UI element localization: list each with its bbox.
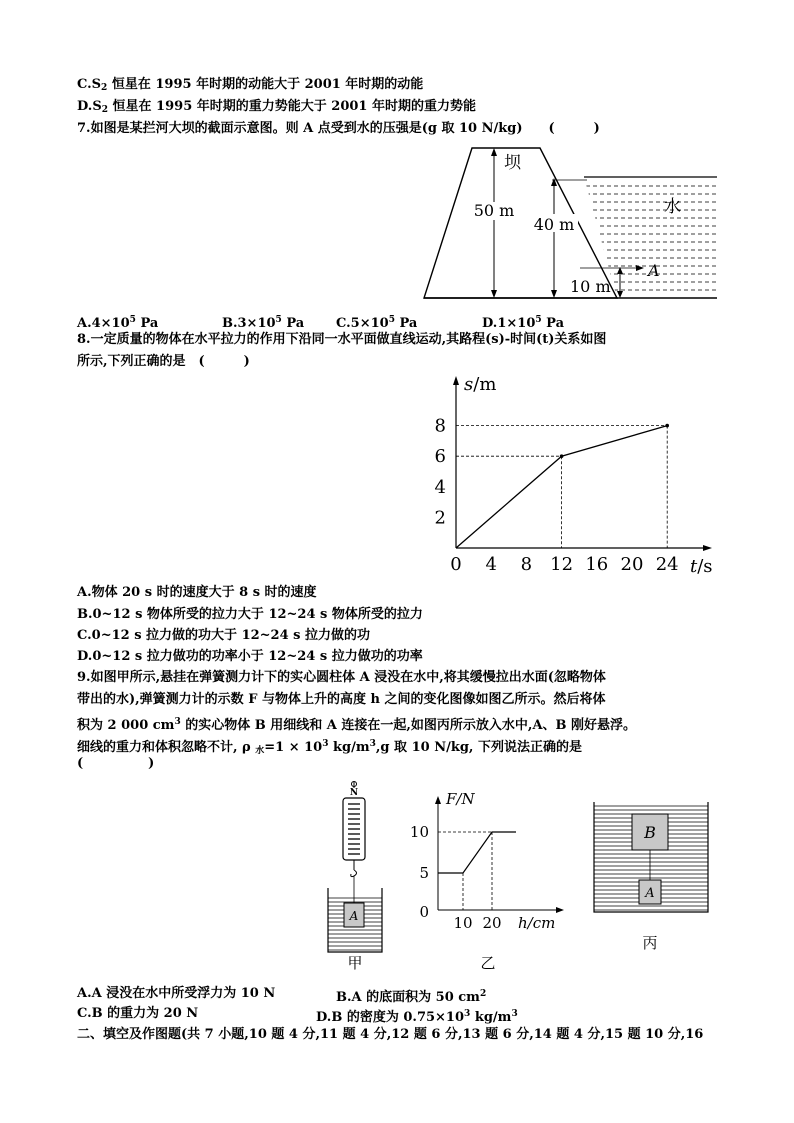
y-tick-label: 8 — [434, 415, 446, 437]
q7-point-a: A — [648, 261, 660, 280]
q9-bing-caption: 丙 — [642, 934, 658, 952]
x-tick-label: 24 — [655, 554, 679, 575]
q9-jia-caption: 甲 — [347, 954, 363, 972]
q9-bing-block-a: A — [645, 886, 655, 901]
q9-yi-ytick-10: 10 — [410, 823, 429, 841]
series-point — [560, 454, 564, 458]
x-tick-label: 0 — [450, 554, 462, 575]
q8-option-d: D.0~12 s 拉力做功的功率小于 12~24 s 拉力做功的功率 — [77, 649, 423, 664]
y-tick-label: 2 — [434, 507, 446, 529]
q9-stem-5: ( ) — [77, 756, 155, 771]
q9-stem-3: 积为 2 000 $cm^3$ 的实心物体 B 用细线和 A 连接在一起,如图丙所示放入水中,A、B 刚好悬浮。 — [77, 717, 637, 733]
q7-label-water: 水 — [664, 197, 681, 217]
q8-stem-2: 所示,下列正确的是 ( ) — [77, 354, 250, 369]
q8-st-chart — [420, 372, 730, 582]
q7-option-b: $B.3\times 10^5$ Pa — [222, 315, 305, 331]
q7-dam-figure — [412, 140, 732, 302]
y-tick-label: 6 — [434, 446, 446, 468]
q7-label-50m: 50 m — [473, 201, 515, 220]
x-axis-arrow — [703, 545, 712, 551]
q7-label-10m: 10 m — [570, 277, 611, 296]
x-axis-label: t/s — [690, 556, 713, 577]
q9-stem-4: 细线的重力和体积忽略不计, ρ $_水=1 \times 10^3$ $kg/m^3,g$ 取 10 N/kg, 下列说法正确的是 — [77, 739, 582, 756]
section-2-heading: 二、填空及作图题(共 7 小题,10 题 4 分,11 题 4 分,12 题 6 分,13 题 6 分,14 题 4 分,15 题 10 分,16 — [77, 1027, 704, 1042]
q6-option-c: $C.S_2$ 恒星在 1995 年时期的动能大于 2001 年时期的动能 — [77, 77, 424, 93]
q9-option-d: D.B 的密度为 $0.75\times 10^3$ $kg/m^3$ — [316, 1009, 518, 1025]
q8-stem-1: 8.一定质量的物体在水平拉力的作用下沿同一水平面做直线运动,其路程(s)-时间(t)关系如图 — [77, 332, 607, 347]
q9-stem-1: 9.如图甲所示,悬挂在弹簧测力计下的实心圆柱体 A 浸没在水中,将其缓慢拉出水面(忽略物体 — [77, 670, 606, 685]
y-axis-label: s/m — [464, 374, 497, 395]
q9-yi-xtick-20: 20 — [482, 914, 502, 932]
q9-option-b: B.A 的底面积为 50 $cm^2$ — [336, 989, 487, 1005]
q9-figure-jia — [320, 780, 390, 975]
x-tick-label: 16 — [585, 554, 609, 575]
series-point — [665, 424, 669, 428]
q9-figure-bing — [590, 800, 715, 960]
y-axis-arrow — [453, 376, 459, 385]
q9-yi-xlabel: h/cm — [518, 914, 556, 932]
q7-option-d: $D.1\times 10^5$ Pa — [482, 315, 565, 331]
q9-yi-ytick-0: 0 — [419, 903, 429, 921]
q9-yi-caption: 乙 — [480, 954, 496, 972]
q9-option-c: C.B 的重力为 20 N — [77, 1006, 199, 1021]
q7-label-40m: 40 m — [533, 215, 575, 234]
y-tick-label: 4 — [434, 476, 446, 498]
q9-yi-xtick-10: 10 — [453, 914, 473, 932]
q9-option-a: A.A 浸没在水中所受浮力为 10 N — [77, 986, 276, 1001]
x-tick-label: 20 — [620, 554, 644, 575]
q9-stem-2: 带出的水),弹簧测力计的示数 F 与物体上升的高度 h 之间的变化图像如图乙所示。然后将体 — [77, 692, 606, 707]
q7-stem: 7.如图是某拦河大坝的截面示意图。则 A 点受到水的压强是(g 取 10 N/kg) ( ) — [77, 121, 600, 136]
q9-bing-block-b: B — [644, 823, 656, 842]
q7-option-a: $A.4\times 10^5$ Pa — [77, 315, 159, 331]
q9-jia-scale-label: N — [349, 788, 359, 798]
q9-jia-block-a: A — [349, 909, 359, 923]
q7-label-dam: 坝 — [504, 153, 521, 173]
q8-option-b: B.0~12 s 物体所受的拉力大于 12~24 s 物体所受的拉力 — [77, 607, 423, 622]
q6-option-d: $D.S_2$ 恒星在 1995 年时期的重力势能大于 2001 年时期的重力势能 — [77, 99, 476, 115]
x-tick-label: 8 — [520, 554, 533, 575]
q7-option-c: $C.5\times 10^5$ Pa — [336, 315, 418, 331]
q8-option-a: A.物体 20 s 时的速度大于 8 s 时的速度 — [77, 585, 317, 600]
q8-option-c: C.0~12 s 拉力做的功大于 12~24 s 拉力做的功 — [77, 628, 371, 643]
q9-yi-ylabel: F/N — [446, 790, 475, 808]
q9-yi-ytick-5: 5 — [419, 864, 429, 882]
x-tick-label: 12 — [550, 554, 574, 575]
x-tick-label: 4 — [485, 554, 497, 575]
q9-figure-yi — [410, 782, 570, 977]
